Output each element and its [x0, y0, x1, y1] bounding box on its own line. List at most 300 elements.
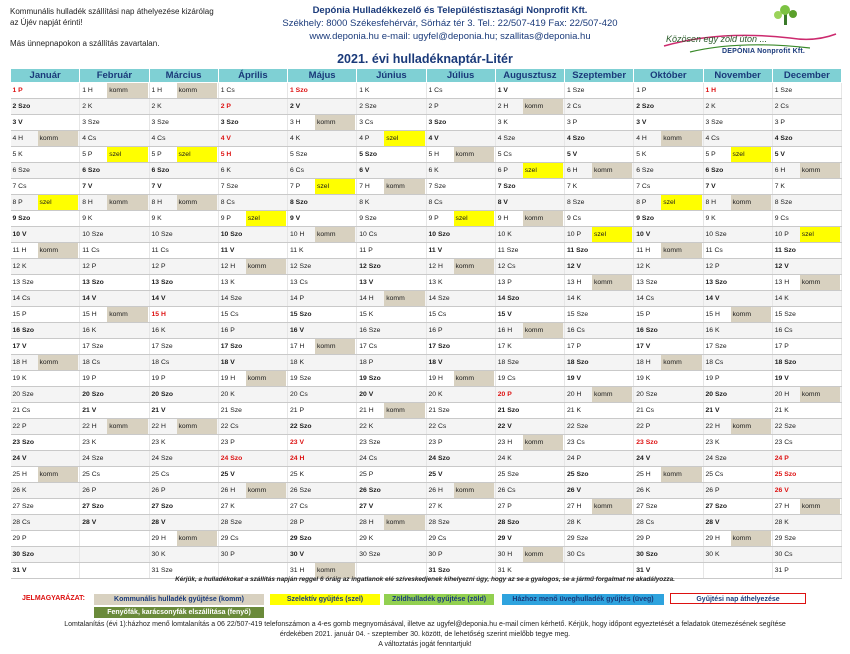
day-cell: [11, 211, 80, 227]
calendar-row: [11, 211, 842, 227]
collection-tag: [177, 499, 217, 514]
day-cell: [357, 531, 426, 547]
day-cell: [11, 499, 80, 515]
collection-tag: [246, 467, 286, 482]
collection-tag: [592, 467, 632, 482]
day-cell: [426, 243, 495, 259]
day-label: 6 P: [497, 167, 508, 174]
day-label: 22 P: [12, 423, 27, 430]
day-label: 17 V: [636, 343, 651, 350]
day-label: 20 H: [567, 391, 582, 398]
collection-tag: [315, 99, 355, 114]
collection-tag: [177, 435, 217, 450]
collection-tag: [800, 531, 840, 546]
day-cell: [703, 115, 772, 131]
collection-tag: [523, 419, 563, 434]
day-cell: [495, 547, 564, 563]
day-cell: [703, 339, 772, 355]
day-cell: [495, 275, 564, 291]
day-cell: [634, 435, 703, 451]
day-label: 11 H: [636, 247, 651, 254]
collection-tag: komm: [315, 115, 355, 130]
day-label: 9 Cs: [774, 215, 789, 222]
collection-tag: [523, 131, 563, 146]
day-label: 19 P: [705, 375, 720, 382]
day-cell: [703, 131, 772, 147]
day-cell: [426, 291, 495, 307]
day-cell: [218, 387, 287, 403]
collection-tag: [523, 387, 563, 402]
collection-tag: [731, 99, 771, 114]
day-cell: [703, 195, 772, 211]
day-label: 22 K: [359, 423, 374, 430]
day-cell: [426, 307, 495, 323]
day-cell: [565, 531, 634, 547]
day-cell: [288, 211, 357, 227]
day-label: 13 H: [567, 279, 582, 286]
collection-tag: [661, 435, 701, 450]
day-label: 29 Cs: [428, 535, 447, 542]
day-label: 23 Cs: [774, 439, 793, 446]
collection-tag: [315, 275, 355, 290]
day-label: 9 Sze: [359, 215, 377, 222]
day-cell: [218, 531, 287, 547]
footer-line: érdekében 2021. január 04. - szeptember 30. között, de lehetőség szerint mielőbb tegye meg.: [279, 631, 571, 638]
calendar-row: [11, 83, 842, 99]
collection-tag: komm: [454, 259, 494, 274]
collection-tag: [800, 195, 840, 210]
collection-tag: komm: [38, 355, 79, 370]
day-label: 22 H: [82, 423, 97, 430]
day-label: 9 H: [497, 215, 509, 222]
collection-tag: [246, 355, 286, 370]
day-label: 1 Cs: [220, 87, 235, 94]
day-cell: [149, 419, 218, 435]
day-cell: [11, 435, 80, 451]
day-cell: [357, 227, 426, 243]
day-label: 27 Szo: [82, 503, 104, 510]
collection-tag: [315, 211, 355, 226]
collection-tag: [38, 275, 79, 290]
day-label: 11 V: [428, 247, 443, 254]
day-cell: [149, 499, 218, 515]
collection-tag: [177, 403, 217, 418]
day-label: 5 V: [567, 151, 578, 158]
collection-tag: komm: [800, 387, 840, 402]
day-cell: [495, 419, 564, 435]
collection-tag: [454, 499, 494, 514]
day-label: 15 Szo: [290, 311, 312, 318]
collection-tag: [107, 355, 147, 370]
day-cell: [218, 323, 287, 339]
day-label: 24 H: [290, 455, 305, 462]
collection-tag: [731, 371, 771, 386]
day-label: 13 Szo: [82, 279, 104, 286]
collection-tag: [800, 147, 840, 162]
day-label: 3 K: [497, 119, 508, 126]
collection-tag: [107, 259, 147, 274]
collection-tag: [384, 387, 424, 402]
day-cell: [772, 403, 841, 419]
collection-tag: [592, 483, 632, 498]
collection-tag: [523, 355, 563, 370]
day-label: 11 V: [220, 247, 235, 254]
day-label: 14 P: [290, 295, 304, 302]
collection-tag: [384, 195, 424, 210]
day-label: 2 K: [151, 103, 162, 110]
day-cell: [565, 179, 634, 195]
day-cell: [634, 531, 703, 547]
collection-tag: [661, 115, 701, 130]
legend-title: JELMAGYARÁZAT:: [22, 595, 86, 602]
collection-tag: [454, 435, 494, 450]
day-label: 13 K: [428, 279, 443, 286]
day-label: 10 V: [12, 231, 27, 238]
calendar-row: [11, 291, 842, 307]
day-label: 1 P: [12, 87, 23, 94]
day-cell: [495, 291, 564, 307]
collection-tag: [384, 259, 424, 274]
day-cell: [565, 99, 634, 115]
day-cell: [218, 451, 287, 467]
day-cell: [703, 451, 772, 467]
legend-zold: Zöldhulladék gyűjtése (zöld): [384, 594, 494, 605]
day-cell: [11, 243, 80, 259]
day-label: 1 H: [82, 87, 93, 94]
day-label: 20 Sze: [12, 391, 34, 398]
collection-tag: [38, 163, 79, 178]
collection-tag: [107, 483, 147, 498]
day-cell: [495, 227, 564, 243]
collection-tag: [731, 83, 771, 98]
day-label: 15 Sze: [774, 311, 796, 318]
day-label: 30 H: [497, 551, 513, 558]
day-cell: [357, 547, 426, 563]
collection-tag: [384, 99, 424, 114]
collection-tag: [523, 531, 563, 546]
day-label: 19 Cs: [497, 375, 516, 382]
day-cell: [11, 115, 80, 131]
day-label: 17 K: [497, 343, 512, 350]
day-cell: [80, 115, 149, 131]
collection-tag: [661, 451, 701, 466]
calendar-table: [10, 68, 842, 579]
collection-tag: [454, 275, 494, 290]
day-cell: [218, 115, 287, 131]
footer-line: A változtatás jogát fenntartjuk!: [378, 641, 472, 648]
day-label: 27 K: [220, 503, 235, 510]
day-label: 21 Sze: [220, 407, 242, 414]
collection-tag: [661, 275, 701, 290]
collection-tag: [177, 99, 217, 114]
day-cell: [218, 211, 287, 227]
collection-tag: [315, 147, 355, 162]
day-cell: [149, 275, 218, 291]
collection-tag: komm: [38, 467, 79, 482]
month-header-row: [11, 69, 842, 83]
day-cell: [565, 483, 634, 499]
collection-tag: [731, 131, 771, 146]
day-label: 16 V: [290, 327, 304, 334]
month-header: November: [703, 69, 772, 83]
day-label: 26 V: [774, 487, 789, 494]
day-label: 4 Szo: [774, 135, 793, 142]
collection-tag: [454, 243, 494, 258]
day-label: 25 K: [290, 471, 304, 478]
day-cell: [495, 435, 564, 451]
collection-tag: [731, 451, 771, 466]
day-label: 28 V: [705, 519, 720, 526]
collection-tag: [454, 419, 494, 434]
collection-tag: [592, 307, 632, 322]
day-cell: [565, 387, 634, 403]
calendar-row: [11, 419, 842, 435]
day-label: 17 P: [774, 343, 789, 350]
day-label: 11 H: [12, 247, 27, 254]
day-cell: [772, 99, 841, 115]
day-label: 8 H: [82, 199, 93, 206]
day-cell: [495, 195, 564, 211]
collection-tag: [384, 371, 424, 386]
day-cell: [357, 211, 426, 227]
day-label: 6 Szo: [82, 167, 101, 174]
month-header: Április: [218, 69, 287, 83]
day-label: 15 Cs: [428, 311, 447, 318]
day-label: 14 K: [567, 295, 581, 302]
collection-tag: [107, 435, 147, 450]
day-label: 6 V: [359, 167, 370, 174]
collection-tag: komm: [246, 259, 286, 274]
collection-tag: [454, 131, 494, 146]
collection-tag: [731, 435, 771, 450]
legend-komm: Kommunális hulladék gyűjtése (komm): [94, 594, 264, 605]
day-cell: [426, 547, 495, 563]
day-label: 18 H: [636, 359, 651, 366]
day-label: 18 V: [428, 359, 443, 366]
collection-tag: komm: [384, 291, 424, 306]
collection-tag: [800, 371, 840, 386]
calendar-row: [11, 99, 842, 115]
day-label: 21 V: [705, 407, 720, 414]
day-cell: [288, 227, 357, 243]
day-label: 23 Cs: [567, 439, 585, 446]
day-label: 3 V: [12, 119, 23, 126]
collection-tag: szel: [315, 179, 355, 194]
day-cell: [218, 259, 287, 275]
day-label: 26 Cs: [497, 487, 516, 494]
day-cell: [149, 483, 218, 499]
day-cell: [11, 307, 80, 323]
day-cell: [149, 211, 218, 227]
day-cell: [11, 467, 80, 483]
calendar-row: [11, 355, 842, 371]
day-label: 3 Sze: [151, 119, 169, 126]
collection-tag: [454, 195, 494, 210]
collection-tag: [454, 307, 494, 322]
day-label: 17 Szo: [220, 343, 243, 350]
day-label: 4 Cs: [151, 135, 166, 142]
day-cell: [357, 163, 426, 179]
day-label: 3 Szo: [428, 119, 447, 126]
day-cell: [495, 99, 564, 115]
collection-tag: [315, 323, 355, 338]
collection-tag: [177, 451, 217, 466]
day-cell: [11, 163, 80, 179]
collection-tag: [523, 115, 563, 130]
day-cell: [495, 387, 564, 403]
day-label: 5 Szo: [359, 151, 378, 158]
day-cell: [634, 499, 703, 515]
day-cell: [149, 147, 218, 163]
day-label: 7 Szo: [497, 183, 516, 190]
day-cell: [495, 531, 564, 547]
month-header: Június: [357, 69, 426, 83]
day-cell: [634, 451, 703, 467]
day-cell: [565, 451, 634, 467]
day-cell: [11, 515, 80, 531]
day-cell: [426, 515, 495, 531]
collection-tag: [246, 227, 286, 242]
logo-slogan: Közösen egy zöld úton ...: [666, 34, 768, 44]
note-line: az Újév napját érinti!: [10, 18, 83, 27]
day-cell: [772, 435, 841, 451]
day-label: 10 Sze: [82, 231, 104, 238]
day-label: 23 H: [497, 439, 513, 446]
day-label: 18 H: [12, 359, 27, 366]
day-label: 14 V: [705, 295, 720, 302]
day-label: 12 P: [151, 263, 166, 270]
day-cell: [288, 163, 357, 179]
day-cell: [426, 147, 495, 163]
collection-tag: [731, 211, 771, 226]
collection-tag: [454, 531, 494, 546]
day-cell: [80, 371, 149, 387]
day-cell: [80, 387, 149, 403]
day-label: 10 Cs: [359, 231, 378, 238]
collection-tag: komm: [661, 243, 701, 258]
day-cell: [218, 499, 287, 515]
collection-tag: komm: [661, 467, 701, 482]
day-label: 11 Cs: [82, 247, 100, 254]
day-label: 5 H: [220, 151, 232, 158]
day-cell: [703, 307, 772, 323]
collection-tag: [523, 259, 563, 274]
collection-tag: [384, 483, 424, 498]
collection-tag: [384, 211, 424, 226]
day-cell: [218, 275, 287, 291]
day-label: 1 H: [705, 87, 717, 94]
collection-tag: komm: [592, 499, 632, 514]
collection-tag: [384, 163, 424, 178]
day-cell: [218, 163, 287, 179]
collection-tag: [523, 291, 563, 306]
calendar-row: [11, 227, 842, 243]
collection-tag: komm: [177, 531, 217, 546]
day-label: 13 P: [497, 279, 512, 286]
day-label: 12 V: [567, 263, 581, 270]
collection-tag: [661, 83, 701, 98]
day-label: 12 V: [774, 263, 789, 270]
day-label: 16 Cs: [774, 327, 793, 334]
day-cell: [495, 211, 564, 227]
day-cell: [565, 307, 634, 323]
day-label: 3 Sze: [82, 119, 100, 126]
day-label: 8 Cs: [220, 199, 235, 206]
day-label: 24 V: [12, 455, 27, 462]
collection-tag: [592, 99, 632, 114]
day-cell: [218, 307, 287, 323]
day-label: 29 Sze: [774, 535, 796, 542]
collection-tag: [315, 467, 355, 482]
collection-tag: [246, 435, 286, 450]
collection-tag: [177, 515, 217, 530]
collection-tag: [454, 355, 494, 370]
collection-tag: [177, 339, 217, 354]
day-cell: [772, 291, 841, 307]
day-label: 27 H: [774, 503, 790, 510]
day-label: 29 P: [12, 535, 27, 542]
day-label: 31 H: [290, 567, 305, 574]
day-label: 8 H: [151, 199, 163, 206]
day-label: 18 K: [290, 359, 304, 366]
day-cell: [149, 163, 218, 179]
day-label: 16 P: [428, 327, 443, 334]
collection-tag: [384, 451, 424, 466]
day-label: 15 H: [82, 311, 97, 318]
day-label: 8 Sze: [567, 199, 585, 206]
collection-tag: [107, 467, 147, 482]
day-label: 7 K: [567, 183, 578, 190]
legend-uveg: Házhoz menő üveghulladék gyűjtés (üveg): [502, 594, 664, 605]
day-cell: [149, 515, 218, 531]
collection-tag: [523, 307, 563, 322]
day-cell: [634, 227, 703, 243]
day-label: 21 V: [151, 407, 166, 414]
day-label: 21 H: [359, 407, 374, 414]
collection-tag: [177, 211, 217, 226]
collection-tag: [38, 515, 79, 530]
day-label: 6 Szo: [151, 167, 170, 174]
collection-tag: [731, 179, 771, 194]
day-label: 4 V: [220, 135, 231, 142]
collection-tag: [107, 131, 147, 146]
day-label: 11 Szo: [567, 247, 589, 254]
day-label: 8 P: [12, 199, 23, 206]
day-cell: [11, 323, 80, 339]
collection-tag: [731, 515, 771, 530]
day-cell: [495, 483, 564, 499]
collection-tag: [661, 483, 701, 498]
collection-tag: [107, 515, 147, 530]
day-label: 21 V: [82, 407, 97, 414]
day-label: 28 H: [359, 519, 374, 526]
collection-tag: [246, 83, 286, 98]
day-cell: [565, 275, 634, 291]
day-label: 2 Cs: [567, 103, 581, 110]
collection-tag: komm: [38, 131, 79, 146]
day-label: 4 P: [359, 135, 370, 142]
collection-tag: [800, 355, 840, 370]
day-cell: [772, 179, 841, 195]
day-cell: [634, 211, 703, 227]
collection-tag: [800, 419, 840, 434]
day-label: 29 Cs: [220, 535, 239, 542]
collection-tag: [661, 227, 701, 242]
collection-tag: [177, 371, 217, 386]
day-cell: [80, 435, 149, 451]
day-cell: [80, 147, 149, 163]
day-label: 30 Sze: [359, 551, 381, 558]
